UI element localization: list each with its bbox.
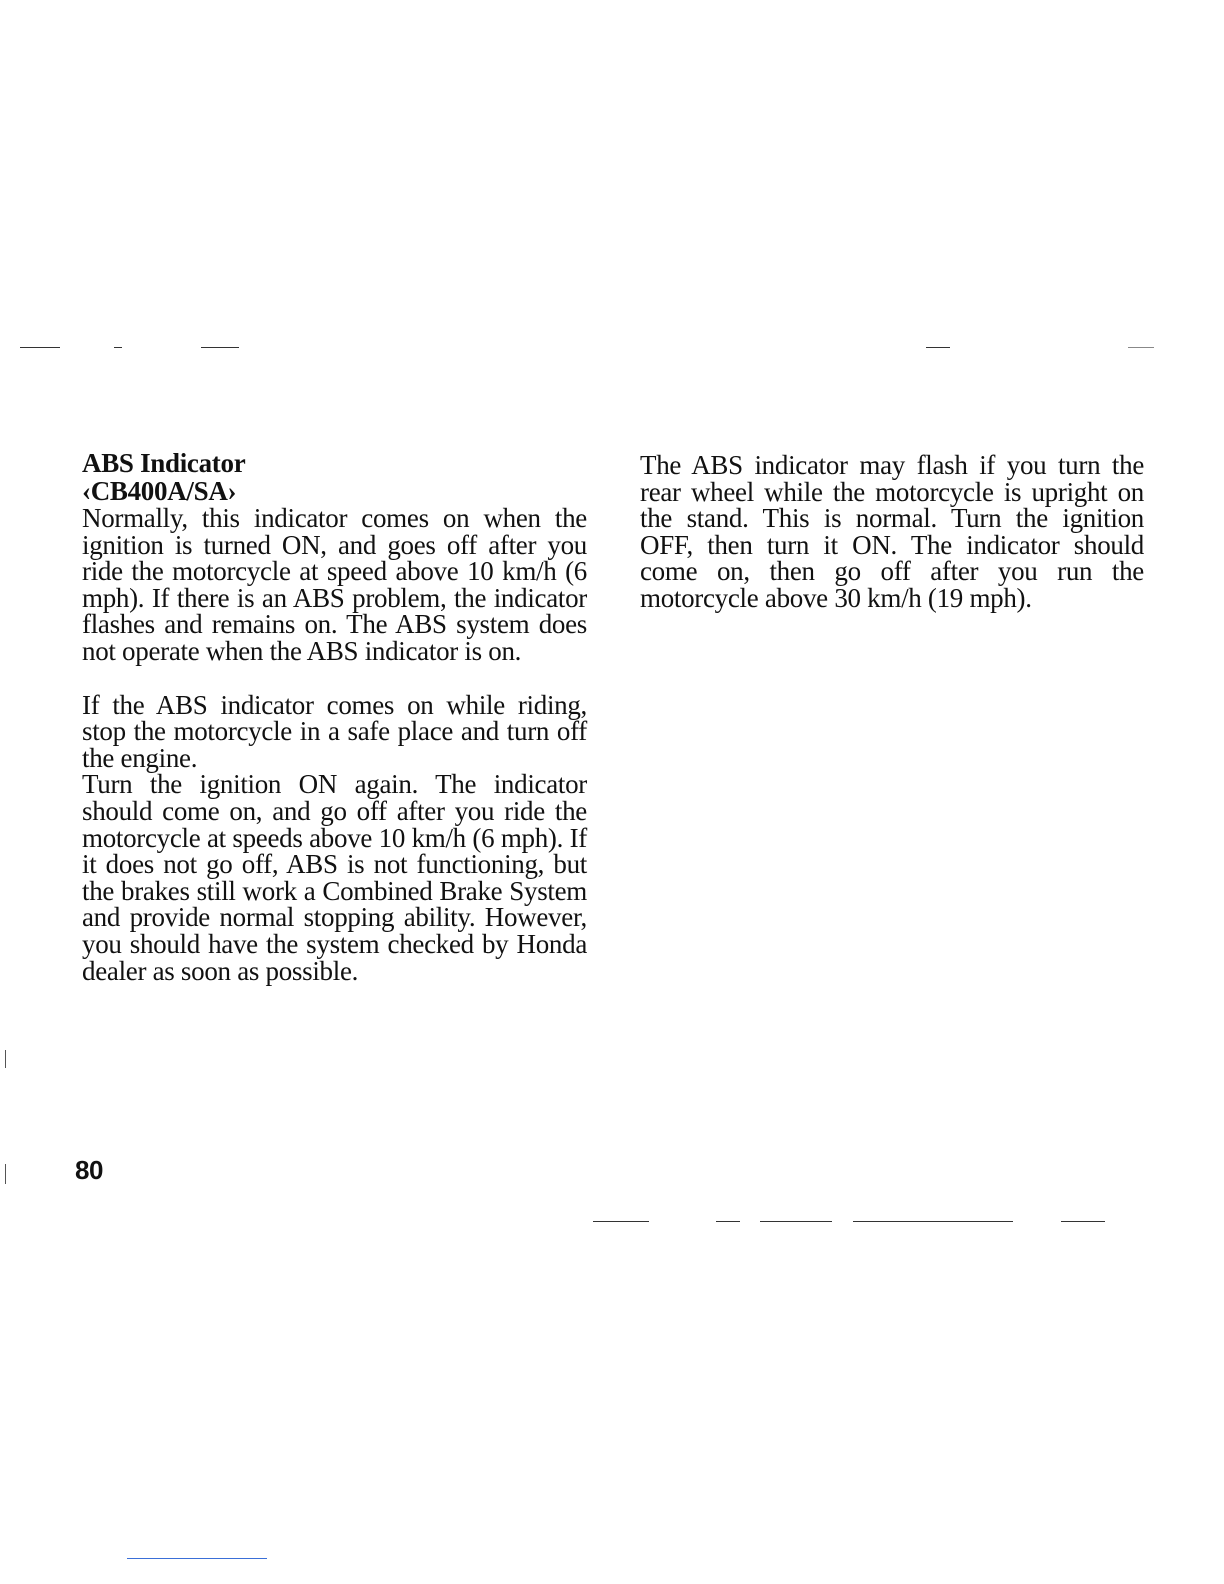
left-column <box>82 449 587 984</box>
scan-artifact-line <box>20 347 60 348</box>
page-number: 80 <box>75 1155 103 1185</box>
scan-artifact-vertical <box>5 1164 6 1184</box>
restart-instructions-paragraph: Turn the ignition ON again. The indicator should come on, and go off after you ride the motorcycle at speeds above 10 km/h (6 mph). If it does not go off, ABS is not functioning, but the brakes still work a Combined Brake System and provide normal stopping ability. However, you should have the system checked by Honda dealer as soon as possible. <box>82 769 587 986</box>
scan-artifact-vertical <box>5 1050 6 1068</box>
right-column <box>640 452 1144 612</box>
scan-artifact-line <box>926 347 950 348</box>
indicator-description-paragraph: Normally, this indicator comes on when the ignition is turned ON, and goes off after you ride the motorcycle at speed above 10 km/h (6 mph). If there is an ABS problem, the indicator flashes and remains on. The ABS system does not operate when the ABS indicator is on. <box>82 503 587 666</box>
riding-warning-paragraph: If the ABS indicator comes on while riding, stop the motorcycle in a safe place and turn off the engine. <box>82 689 587 773</box>
scan-artifact-line <box>593 1221 649 1222</box>
section-heading: ABS Indicator <box>82 448 246 478</box>
scan-artifact-line <box>1061 1221 1105 1222</box>
indicator-flash-note-paragraph: The ABS indicator may flash if you turn the rear wheel while the motorcycle is upright on the stand. This is normal. Turn the ignition OFF, then turn it ON. The indicator should come on, then go off after you run the motorcycle above 30 km/h (19 mph). <box>640 450 1144 613</box>
model-designation: ‹CB400A/SA› <box>82 476 237 506</box>
scan-artifact-line <box>114 347 122 348</box>
bottom-rule-line <box>127 1558 267 1559</box>
scan-artifact-line <box>1128 347 1154 348</box>
scan-artifact-line <box>853 1221 1013 1222</box>
scan-artifact-line <box>716 1221 740 1222</box>
scan-artifact-line <box>760 1221 832 1222</box>
scan-artifact-line <box>201 347 239 348</box>
